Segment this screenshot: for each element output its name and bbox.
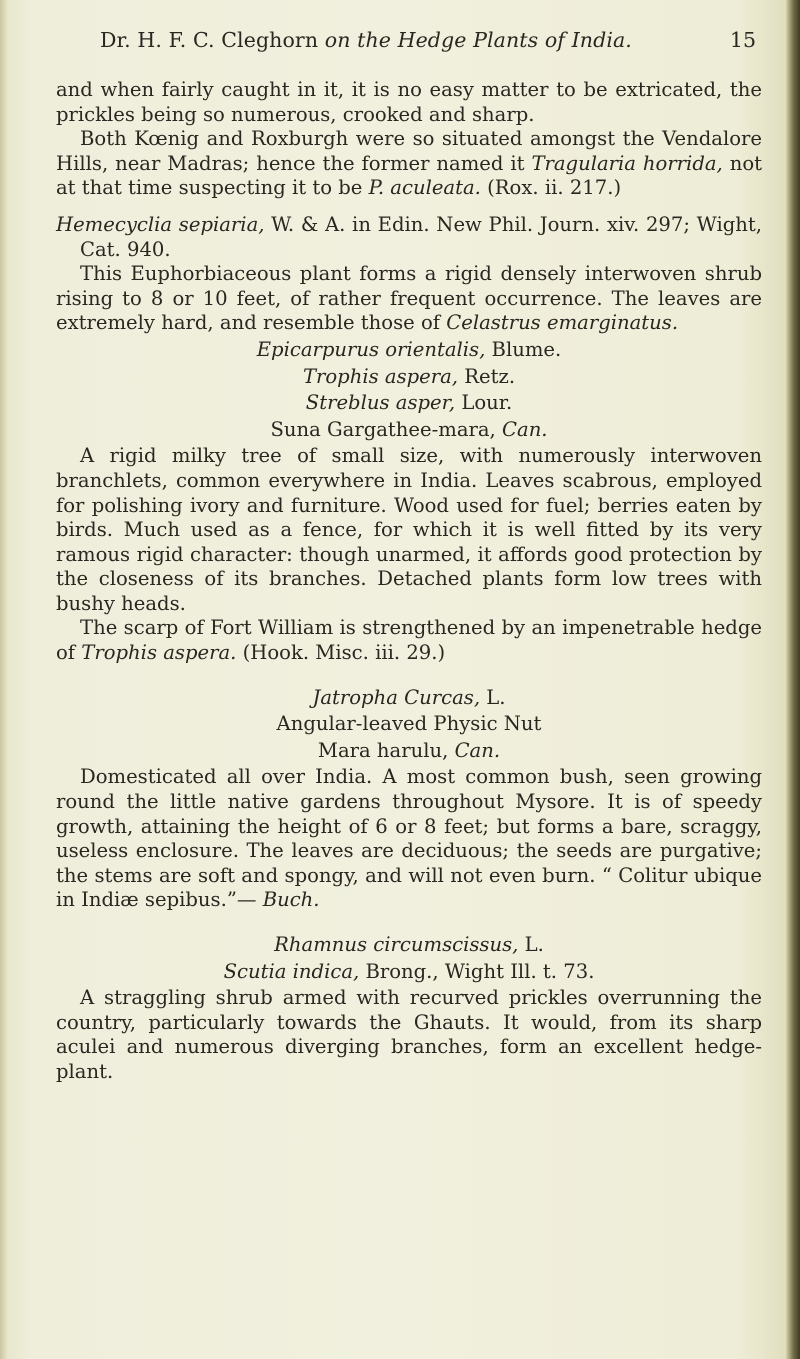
running-title — [100, 28, 632, 53]
entry-rhamnus-description: A straggling shrub armed with recurved prickles overrunning the country, particularly towards the Ghauts. It would, from its sharp aculei and numerous diverging branches, form an excellent hedge-plant. — [56, 986, 762, 1083]
header-title: on the Hedge Plants of India. — [324, 28, 632, 52]
vernacular-name: Suna Gargathee-mara, Can. — [270, 417, 548, 441]
running-header — [56, 28, 762, 58]
heading-jatropha: Jatropha Curcas, L. — [312, 685, 506, 709]
entry-hemecyclia-reference: Hemecyclia sepiaria, W. & A. in Edin. New Phil. Journ. xiv. 297; Wight, Cat. 940. — [56, 212, 762, 261]
synonym-scutia: Scutia indica, Brong., Wight Ill. t. 73. — [223, 959, 595, 983]
common-name: Angular-leaved Physic Nut — [276, 712, 542, 736]
page-right-edge-binding — [786, 0, 800, 1359]
synonym-trophis: Trophis aspera, Retz. — [302, 364, 516, 388]
entry-fort-william: The scarp of Fort William is strengthened by an impenetrable hedge of Trophis aspera. (Hook. Misc. iii. 29.) — [56, 616, 762, 665]
entry-jatropha-description: Domesticated all over India. A most common bush, seen growing round the little native gardens throughout Mysore. It is of speedy growth, attaining the height of 6 or 8 feet; but forms a bare, scraggy, useless enclosure. The leaves are deciduous; the seeds are purgative; the stems are soft and spongy, and will not even burn. “ Colitur ubique in Indiæ sepibus.”— Buch. — [56, 765, 762, 912]
entry-hemecyclia-description: This Euphorbiaceous plant forms a rigid densely interwoven shrub rising to 8 or 10 feet, of rather frequent occurrence. The leaves are extremely hard, and resemble those of Celastrus emarginatus. — [56, 262, 762, 335]
page-content — [56, 28, 762, 1085]
synonym-streblus: Streblus asper, Lour. — [305, 391, 513, 415]
entry-epicarpurus-description: A rigid milky tree of small size, with numerously interwoven branchlets, common everywhere in India. Leaves scabrous, employed for polishing ivory and furniture. Wood used for fuel; berries eaten by birds. Much used as a fence, for which it is well fitted by its very ramous rigid character: though unarmed, it affords good protection by the closeness of its branches. Detached plants form low trees with bushy heads. — [56, 444, 762, 615]
page-number: 15 — [729, 28, 756, 52]
heading-epicarpurus: Epicarpurus orientalis, Blume. — [256, 337, 562, 361]
header-author: Dr. H. F. C. Cleghorn — [100, 28, 325, 52]
species-name: Hemecyclia sepiaria, — [56, 212, 265, 236]
paragraph-continuation: and when fairly caught in it, it is no easy matter to be extricated, the prickles being so numerous, crooked and sharp. — [56, 78, 762, 126]
paragraph-koenig-roxburgh: Both Kœnig and Roxburgh were so situated amongst the Vendalore Hills, near Madras; hence the former named it Tragularia horrida, not at that time suspecting it to be P. aculeata. (Rox. ii. 217.) — [56, 127, 762, 200]
vernacular-name: Mara harulu, Can. — [317, 738, 501, 762]
heading-rhamnus: Rhamnus circumscissus, L. — [274, 933, 544, 956]
page-left-edge — [0, 0, 8, 1359]
